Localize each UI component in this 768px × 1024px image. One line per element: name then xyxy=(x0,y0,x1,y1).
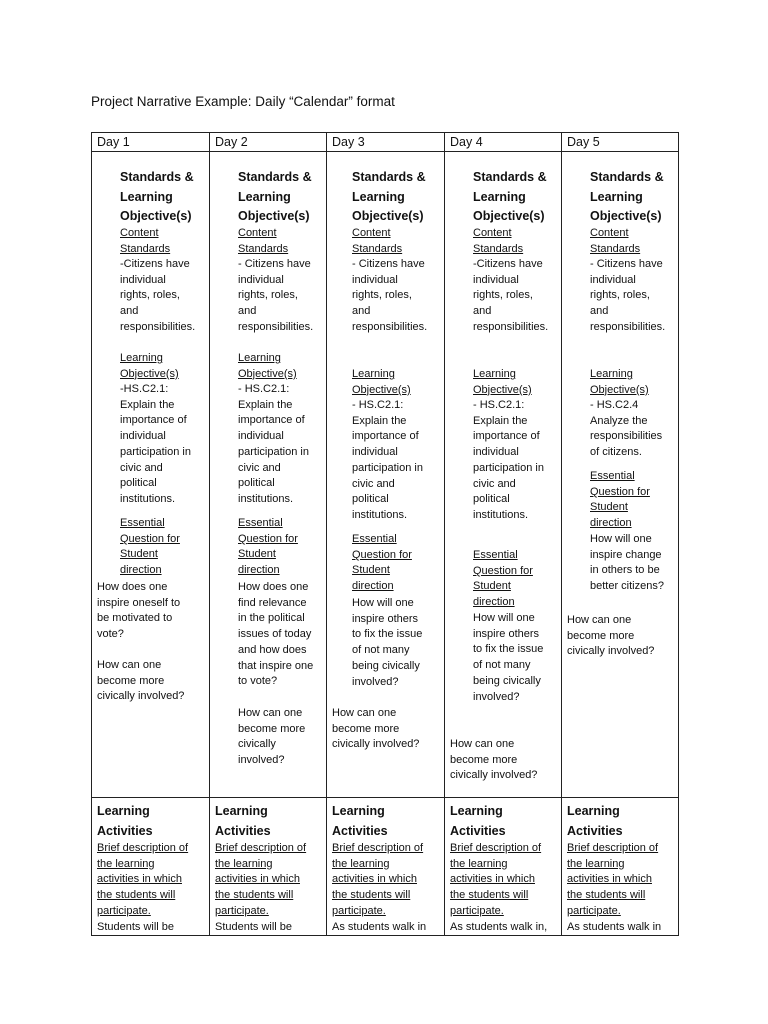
day-2-activities-cell xyxy=(210,798,327,936)
learning-activities-description-line: activities in which xyxy=(215,873,300,886)
content-standards-text-line: - Citizens have xyxy=(238,258,311,270)
standards-row xyxy=(92,152,679,798)
day-3-activities-cell xyxy=(327,798,445,936)
essential-question-text-line: in others to be xyxy=(590,564,660,577)
essential-question-text-line: involved? xyxy=(473,690,520,703)
standards-objectives-heading-line: Standards & xyxy=(120,170,194,184)
essential-question-label-line: direction xyxy=(590,517,632,530)
day-5-standards-cell xyxy=(562,152,679,798)
content-standards-text-line: and xyxy=(590,305,609,318)
essential-question-label-line: direction xyxy=(238,564,280,577)
essential-question-label xyxy=(590,469,650,532)
essential-question-label xyxy=(238,516,298,579)
essential-question-text-line: vote? xyxy=(97,628,124,641)
day-4-header: Day 4 xyxy=(445,133,562,152)
content-standards-text-line: individual xyxy=(238,273,284,286)
essential-question-label xyxy=(473,548,533,611)
essential-question-label xyxy=(120,516,180,579)
learning-activities-start: Students will be xyxy=(97,920,175,933)
standards-objectives-heading-line: Standards & xyxy=(238,170,312,184)
content-standards-text-line: rights, roles, xyxy=(238,289,298,302)
learning-activities-start: As students walk in, xyxy=(450,920,548,933)
day-1-header: Day 1 xyxy=(92,133,210,152)
civic-involvement-question-line: become more xyxy=(97,674,165,687)
learning-objectives-text-line: importance of xyxy=(352,430,419,443)
day-2-standards-cell xyxy=(210,152,327,798)
day-5-header: Day 5 xyxy=(562,133,679,152)
essential-question-text xyxy=(97,580,180,643)
learning-activities-description-line: the learning xyxy=(450,857,508,870)
content-standards-text-line: individual xyxy=(473,273,519,286)
essential-question-text-line: that inspire one xyxy=(238,659,314,672)
essential-question-text-line: to vote? xyxy=(238,675,278,688)
daily-calendar-table xyxy=(91,132,679,936)
content-standards-text-line: individual xyxy=(352,273,398,286)
learning-objectives-text-line: participation in xyxy=(352,461,423,474)
essential-question-text-line: being civically xyxy=(352,659,420,672)
essential-question-text-line: How does one xyxy=(238,581,309,593)
learning-activities-description xyxy=(332,841,444,920)
activities-row xyxy=(92,798,679,936)
learning-objectives-text-line: individual xyxy=(473,446,519,459)
essential-question-text-line: inspire change xyxy=(590,548,662,561)
content-standards-label-line: Content xyxy=(473,227,512,239)
learning-activities-heading-line: Learning xyxy=(97,804,150,818)
learning-objectives-text-line: Analyze the xyxy=(590,414,648,427)
essential-question-label-line: Student xyxy=(238,548,276,561)
essential-question-label xyxy=(352,532,412,595)
learning-objectives-label xyxy=(473,367,532,398)
day-header-row xyxy=(92,133,679,152)
content-standards-text xyxy=(352,257,427,336)
essential-question-text-line: of not many xyxy=(473,659,531,672)
essential-question-text-line: inspire others xyxy=(473,627,540,640)
learning-activities-start: As students walk in xyxy=(332,920,427,933)
essential-question-label-line: Essential xyxy=(473,549,518,561)
learning-objectives-text-line: participation in xyxy=(120,445,191,458)
essential-question-label-line: Question for xyxy=(120,532,180,545)
learning-activities-description-line: the students will xyxy=(215,889,294,902)
learning-activities-description-line: Brief description of xyxy=(332,842,424,854)
learning-activities-description-line: the students will xyxy=(567,889,646,902)
civic-involvement-question xyxy=(567,613,654,660)
learning-activities-description-line: the learning xyxy=(567,857,625,870)
learning-activities-heading-line: Learning xyxy=(332,804,385,818)
day-3-standards-cell xyxy=(327,152,445,798)
content-standards-text-line: -Citizens have xyxy=(120,258,190,270)
essential-question-text-line: involved? xyxy=(352,675,399,688)
learning-activities-description-line: Brief description of xyxy=(450,842,542,854)
content-standards-text xyxy=(238,257,313,336)
content-standards-label xyxy=(352,226,402,257)
content-standards-label-line: Standards xyxy=(352,242,403,255)
learning-activities-description-line: Brief description of xyxy=(97,842,189,854)
learning-objectives-text-line: -HS.C2.1: xyxy=(120,383,169,395)
essential-question-text-line: inspire oneself to xyxy=(97,596,181,609)
essential-question-label-line: Student xyxy=(590,501,628,514)
learning-activities-heading xyxy=(215,802,326,841)
standards-objectives-heading-line: Objective(s) xyxy=(238,209,310,223)
learning-objectives-label-line: Objective(s) xyxy=(238,367,297,380)
standards-objectives-heading-line: Standards & xyxy=(590,170,664,184)
standards-objectives-heading-line: Learning xyxy=(590,189,643,204)
learning-objectives-text-line: institutions. xyxy=(238,492,294,505)
learning-objectives-text-line: political xyxy=(238,477,275,490)
content-standards-text-line: individual xyxy=(590,273,636,286)
content-standards-text-line: - Citizens have xyxy=(590,258,663,270)
learning-activities-description-line: activities in which xyxy=(97,873,182,886)
civic-involvement-question-line: How can one xyxy=(238,707,303,719)
day-1-activities-cell xyxy=(92,798,210,936)
civic-involvement-question xyxy=(332,706,419,753)
learning-objectives-text-line: civic and xyxy=(473,477,516,490)
learning-activities-description-line: activities in which xyxy=(567,873,652,886)
civic-involvement-question-line: become more xyxy=(238,722,306,735)
learning-objectives-label-line: Objective(s) xyxy=(352,383,411,396)
learning-objectives-text-line: political xyxy=(352,493,389,506)
learning-objectives-label xyxy=(352,367,411,398)
content-standards-text-line: responsibilities. xyxy=(120,320,196,333)
learning-activities-description xyxy=(450,841,561,920)
learning-activities-description-line: the learning xyxy=(97,857,155,870)
content-standards-label-line: Standards xyxy=(120,242,171,255)
essential-question-label-line: Student xyxy=(120,548,158,561)
content-standards-text-line: rights, roles, xyxy=(473,289,533,302)
content-standards-label xyxy=(238,226,288,257)
content-standards-text xyxy=(120,257,195,336)
standards-objectives-heading xyxy=(238,168,312,227)
learning-objectives-label-line: Objective(s) xyxy=(120,367,179,380)
civic-involvement-question-line: civically xyxy=(238,738,276,751)
learning-activities-description-line: Brief description of xyxy=(215,842,307,854)
learning-objectives-text-line: - HS.C2.1: xyxy=(238,383,290,395)
essential-question-label-line: Question for xyxy=(238,532,298,545)
civic-involvement-question-line: civically involved? xyxy=(567,645,655,658)
learning-activities-description-line: participate. xyxy=(215,904,269,917)
learning-objectives-label xyxy=(120,351,179,382)
content-standards-text-line: responsibilities. xyxy=(238,320,314,333)
essential-question-text-line: How will one xyxy=(352,597,414,609)
learning-objectives-label-line: Objective(s) xyxy=(473,383,532,396)
learning-activities-start: As students walk in xyxy=(567,920,662,933)
day-1-standards-cell xyxy=(92,152,210,798)
learning-activities-description-line: participate. xyxy=(97,904,151,917)
learning-activities-heading-line: Learning xyxy=(215,804,268,818)
essential-question-text-line: How will one xyxy=(590,533,652,545)
learning-activities-description xyxy=(567,841,678,920)
content-standards-text-line: rights, roles, xyxy=(352,289,412,302)
learning-activities-heading xyxy=(332,802,444,841)
essential-question-text-line: issues of today xyxy=(238,628,312,641)
learning-activities-description-line: the learning xyxy=(215,857,273,870)
learning-activities-heading-line: Learning xyxy=(567,804,620,818)
content-standards-text-line: individual xyxy=(120,273,166,286)
learning-objectives-text xyxy=(590,398,662,461)
learning-objectives-text-line: political xyxy=(120,477,157,490)
content-standards-text-line: - Citizens have xyxy=(352,258,425,270)
standards-objectives-heading-line: Learning xyxy=(473,189,526,204)
learning-objectives-text-line: civic and xyxy=(238,461,281,474)
essential-question-text-line: to fix the issue xyxy=(352,628,423,641)
learning-objectives-text-line: civic and xyxy=(352,477,395,490)
essential-question-label-line: direction xyxy=(120,564,162,577)
learning-objectives-label-line: Learning xyxy=(238,352,281,364)
content-standards-text-line: rights, roles, xyxy=(120,289,180,302)
day-3-header: Day 3 xyxy=(327,133,445,152)
content-standards-label-line: Content xyxy=(120,227,159,239)
learning-objectives-text-line: importance of xyxy=(238,414,305,427)
essential-question-text xyxy=(473,611,543,705)
content-standards-text-line: rights, roles, xyxy=(590,289,650,302)
standards-objectives-heading xyxy=(590,168,664,227)
civic-involvement-question-line: civically involved? xyxy=(450,769,538,782)
essential-question-label-line: Essential xyxy=(590,470,635,482)
civic-involvement-question-line: How can one xyxy=(567,614,632,626)
learning-objectives-text-line: individual xyxy=(352,446,398,459)
essential-question-label-line: Student xyxy=(473,580,511,593)
standards-objectives-heading-line: Objective(s) xyxy=(120,209,192,223)
content-standards-text xyxy=(590,257,665,336)
learning-objectives-text xyxy=(352,398,423,524)
content-standards-text-line: and xyxy=(120,305,139,318)
essential-question-text xyxy=(590,532,664,595)
content-standards-label-line: Standards xyxy=(473,242,524,255)
civic-involvement-question-line: civically involved? xyxy=(332,738,420,751)
learning-objectives-text-line: importance of xyxy=(120,414,187,427)
learning-activities-heading-line: Activities xyxy=(97,823,153,838)
civic-involvement-question-line: become more xyxy=(332,722,400,735)
content-standards-text-line: and xyxy=(238,305,257,318)
essential-question-label-line: direction xyxy=(473,596,515,609)
essential-question-label-line: Question for xyxy=(352,548,412,561)
civic-involvement-question-line: How can one xyxy=(97,659,162,671)
learning-objectives-label-line: Learning xyxy=(590,368,633,380)
content-standards-label xyxy=(120,226,170,257)
civic-involvement-question-line: How can one xyxy=(332,707,397,719)
essential-question-text-line: of not many xyxy=(352,644,410,657)
essential-question-label-line: direction xyxy=(352,580,394,593)
learning-activities-description-line: Brief description of xyxy=(567,842,659,854)
learning-activities-heading-line: Learning xyxy=(450,804,503,818)
learning-objectives-text-line: - HS.C2.4 xyxy=(590,399,639,411)
learning-objectives-label xyxy=(590,367,649,398)
learning-activities-description-line: participate. xyxy=(567,904,621,917)
content-standards-label xyxy=(590,226,640,257)
essential-question-text-line: How will one xyxy=(473,612,535,624)
content-standards-text-line: responsibilities. xyxy=(352,320,428,333)
civic-involvement-question-line: civically involved? xyxy=(97,690,185,703)
essential-question-text-line: inspire others xyxy=(352,612,419,625)
learning-objectives-label xyxy=(238,351,297,382)
standards-objectives-heading-line: Standards & xyxy=(352,170,426,184)
essential-question-text xyxy=(352,596,422,690)
content-standards-text-line: and xyxy=(352,305,371,318)
learning-objectives-text-line: political xyxy=(473,493,510,506)
civic-involvement-question-line: How can one xyxy=(450,738,515,750)
learning-objectives-label-line: Learning xyxy=(352,368,395,380)
content-standards-label-line: Standards xyxy=(238,242,289,255)
learning-activities-heading xyxy=(567,802,678,841)
learning-activities-start: Students will be xyxy=(215,920,293,933)
learning-objectives-text-line: of citizens. xyxy=(590,446,642,459)
civic-involvement-question-line: become more xyxy=(450,753,518,766)
civic-involvement-question-line: involved? xyxy=(238,754,285,767)
essential-question-text-line: in the political xyxy=(238,612,305,625)
standards-objectives-heading xyxy=(120,168,194,227)
content-standards-label-line: Standards xyxy=(590,242,641,255)
standards-objectives-heading-line: Objective(s) xyxy=(590,209,662,223)
content-standards-text-line: -Citizens have xyxy=(473,258,543,270)
learning-objectives-label-line: Learning xyxy=(473,368,516,380)
learning-objectives-text-line: institutions. xyxy=(120,492,176,505)
content-standards-label xyxy=(473,226,523,257)
essential-question-label-line: Essential xyxy=(352,533,397,545)
standards-objectives-heading xyxy=(473,168,547,227)
learning-objectives-text-line: Explain the xyxy=(352,414,407,427)
standards-objectives-heading-line: Learning xyxy=(352,189,405,204)
learning-activities-heading-line: Activities xyxy=(567,823,623,838)
learning-activities-description xyxy=(97,841,209,920)
content-standards-label-line: Content xyxy=(590,227,629,239)
standards-objectives-heading-line: Objective(s) xyxy=(473,209,545,223)
learning-objectives-text-line: individual xyxy=(120,430,166,443)
content-standards-text-line: responsibilities. xyxy=(473,320,549,333)
content-standards-label-line: Content xyxy=(238,227,277,239)
learning-objectives-label-line: Objective(s) xyxy=(590,383,649,396)
essential-question-text-line: better citizens? xyxy=(590,580,664,593)
essential-question-label-line: Essential xyxy=(120,517,165,529)
content-standards-text xyxy=(473,257,548,336)
learning-activities-heading xyxy=(450,802,561,841)
learning-objectives-text xyxy=(120,382,191,508)
learning-activities-description-line: activities in which xyxy=(450,873,535,886)
civic-involvement-question-line: become more xyxy=(567,629,635,642)
essential-question-text-line: How does one xyxy=(97,581,168,593)
learning-objectives-text-line: participation in xyxy=(473,461,544,474)
content-standards-text-line: and xyxy=(473,305,492,318)
essential-question-label-line: Question for xyxy=(590,485,650,498)
learning-activities-heading-line: Activities xyxy=(215,823,271,838)
learning-objectives-text-line: - HS.C2.1: xyxy=(352,399,404,411)
day-4-activities-cell xyxy=(445,798,562,936)
content-standards-text-line: responsibilities. xyxy=(590,320,666,333)
learning-objectives-text-line: - HS.C2.1: xyxy=(473,399,525,411)
learning-activities-heading xyxy=(97,802,209,841)
learning-objectives-label-line: Learning xyxy=(120,352,163,364)
standards-objectives-heading xyxy=(352,168,426,227)
learning-objectives-text-line: civic and xyxy=(120,461,163,474)
essential-question-label-line: Student xyxy=(352,564,390,577)
learning-objectives-text-line: institutions. xyxy=(352,508,408,521)
learning-activities-heading-line: Activities xyxy=(450,823,506,838)
learning-activities-description-line: the learning xyxy=(332,857,390,870)
learning-activities-description-line: participate. xyxy=(450,904,504,917)
standards-objectives-heading-line: Learning xyxy=(120,189,173,204)
day-4-standards-cell xyxy=(445,152,562,798)
content-standards-label-line: Content xyxy=(352,227,391,239)
learning-objectives-text xyxy=(473,398,544,524)
standards-objectives-heading-line: Standards & xyxy=(473,170,547,184)
essential-question-text-line: being civically xyxy=(473,674,541,687)
learning-objectives-text-line: Explain the xyxy=(238,398,293,411)
essential-question-label-line: Essential xyxy=(238,517,283,529)
learning-objectives-text-line: Explain the xyxy=(120,398,175,411)
learning-objectives-text xyxy=(238,382,309,508)
essential-question-text-line: and how does xyxy=(238,643,307,656)
standards-objectives-heading-line: Objective(s) xyxy=(352,209,424,223)
essential-question-text xyxy=(238,580,313,690)
learning-objectives-text-line: individual xyxy=(238,430,284,443)
learning-activities-description-line: participate. xyxy=(332,904,386,917)
essential-question-label-line: Question for xyxy=(473,564,533,577)
page-title: Project Narrative Example: Daily “Calendar” format xyxy=(91,94,395,109)
day-2-header: Day 2 xyxy=(210,133,327,152)
day-5-activities-cell xyxy=(562,798,679,936)
learning-activities-description-line: the students will xyxy=(450,889,529,902)
learning-objectives-text-line: participation in xyxy=(238,445,309,458)
essential-question-text-line: to fix the issue xyxy=(473,643,544,656)
civic-involvement-question xyxy=(238,706,305,769)
civic-involvement-question xyxy=(97,658,184,705)
standards-objectives-heading-line: Learning xyxy=(238,189,291,204)
learning-activities-heading-line: Activities xyxy=(332,823,388,838)
learning-activities-description xyxy=(215,841,326,920)
learning-objectives-text-line: Explain the xyxy=(473,414,528,427)
learning-objectives-text-line: institutions. xyxy=(473,508,529,521)
learning-activities-description-line: the students will xyxy=(332,889,411,902)
learning-activities-description-line: the students will xyxy=(97,889,176,902)
essential-question-text-line: be motivated to xyxy=(97,612,173,625)
civic-involvement-question xyxy=(450,737,537,784)
learning-activities-description-line: activities in which xyxy=(332,873,417,886)
learning-objectives-text-line: responsibilities xyxy=(590,430,663,443)
essential-question-text-line: find relevance xyxy=(238,596,307,609)
learning-objectives-text-line: importance of xyxy=(473,430,540,443)
